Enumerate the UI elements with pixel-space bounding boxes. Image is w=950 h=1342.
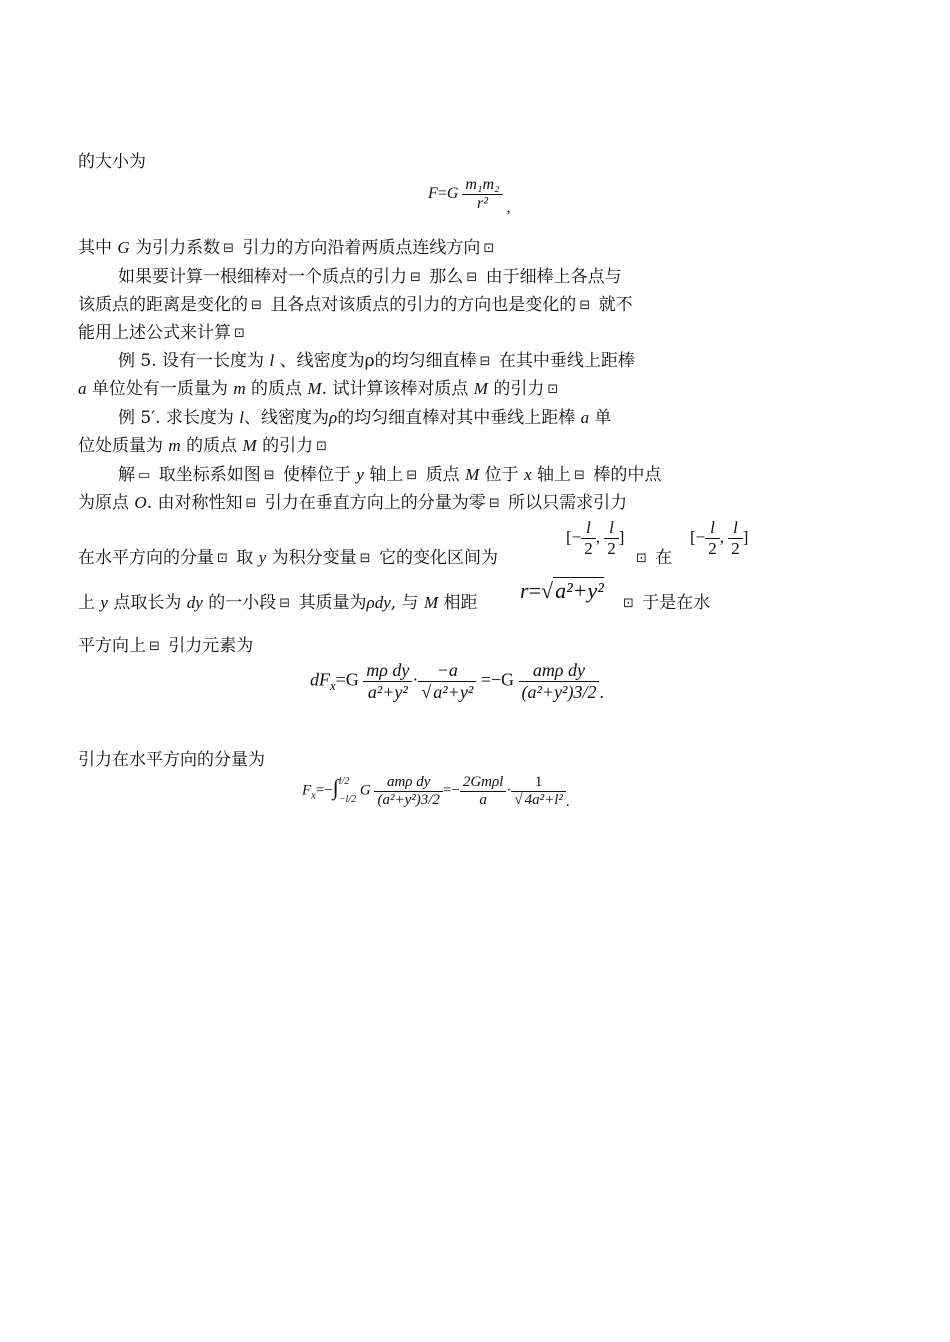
formula-fraction	[519, 660, 600, 703]
text-line-13	[78, 547, 498, 570]
interval-bracket: ]	[742, 527, 749, 547]
formula-equals: =	[437, 185, 447, 203]
text: 在其中垂线上距棒	[493, 351, 635, 371]
formula-equals: =G	[335, 669, 359, 690]
fraction-denominator: r²	[462, 194, 502, 213]
formula-gravitation	[428, 176, 511, 217]
period-glyph-icon: ⊡	[547, 382, 559, 397]
period-glyph-icon: ⊡	[217, 551, 228, 566]
text: 所以只需求引力	[502, 493, 628, 513]
text-line-12	[78, 492, 627, 515]
formula-equals: =−G	[480, 669, 515, 690]
text: . 由对称性知	[146, 493, 243, 513]
formula-interval-2	[690, 518, 748, 559]
text: 如果要计算一根细棒对一个质点的引力	[118, 267, 407, 287]
text: 引力在水平方向的分量为	[78, 750, 265, 770]
formula-equals: =	[528, 578, 541, 603]
fraction-numerator: amρ dy	[532, 660, 586, 680]
text: 取坐标系如图	[153, 465, 261, 485]
interval-bracket: [−	[566, 527, 582, 547]
comma-glyph-icon: ⊟	[466, 270, 478, 285]
math-var: y	[356, 465, 364, 484]
text: 引力的方向沿着两质点连线方向	[237, 238, 481, 258]
radical-sign: √	[421, 682, 432, 702]
text: 为原点	[78, 493, 135, 513]
math-var: a	[580, 408, 590, 427]
text: 的引力	[256, 436, 314, 456]
text: 引力元素为	[162, 636, 254, 656]
fraction-numerator: amρ dy	[386, 773, 431, 790]
interval-bracket: ]	[618, 527, 625, 547]
fraction-numerator: l	[586, 518, 591, 537]
fraction-denominator: a	[460, 791, 507, 809]
text: 、线密度为ρ的均匀细直棒	[274, 351, 477, 371]
text: 为引力系数	[129, 238, 221, 258]
text-line-14b	[620, 592, 710, 615]
interval-fraction	[728, 518, 743, 559]
fraction-denominator: (a²+y²)3/2	[374, 791, 442, 809]
interval-bracket: [−	[690, 527, 706, 547]
math-var: O	[134, 493, 147, 512]
text: 的质点	[245, 379, 308, 399]
computer-glyph-icon: ▭	[138, 468, 151, 483]
radicand: a²+y²	[433, 682, 474, 702]
fraction-numerator: m₁m₂	[465, 176, 500, 193]
formula-symbol: dF	[310, 669, 330, 690]
text: 、线密度为	[244, 408, 330, 428]
period-glyph-icon: ⊡	[483, 241, 495, 256]
fraction-numerator: 2Gmρl	[462, 773, 504, 790]
comma-glyph-icon: ⊟	[574, 468, 585, 483]
math-var: M	[473, 379, 488, 398]
fraction-denominator: 2	[705, 538, 720, 559]
formula-symbol: F	[428, 185, 438, 203]
comma-glyph-icon: ⊟	[223, 241, 234, 256]
comma-glyph-icon: ⊟	[406, 468, 418, 483]
text: , 与	[390, 593, 424, 613]
text: 就不	[593, 295, 633, 315]
formula-fraction	[462, 176, 502, 213]
text: 上	[78, 593, 101, 613]
text: 它的变化区间为	[373, 548, 498, 568]
math-var: l	[239, 408, 245, 427]
radicand: 4a²+l²	[524, 791, 563, 808]
formula-symbol: r	[520, 578, 529, 603]
text: 单	[589, 408, 612, 428]
text: 其中	[78, 238, 118, 258]
comma-glyph-icon: ⊟	[410, 270, 421, 285]
radical-sign: √	[540, 578, 554, 603]
fraction-denominator	[511, 791, 566, 809]
text-line-13b	[633, 547, 672, 570]
fraction-denominator: 2	[581, 538, 596, 559]
period-glyph-icon: ⊡	[636, 551, 647, 566]
text: 相距	[438, 593, 478, 613]
formula-period: .	[599, 681, 604, 702]
integral-limits	[339, 773, 356, 809]
math-var: dy	[186, 593, 203, 612]
integral-sign: ∫	[332, 774, 339, 800]
formula-interval-1	[566, 518, 624, 559]
text: 取	[230, 548, 259, 568]
text-line-16	[78, 749, 265, 771]
formula-force-integral	[302, 773, 570, 809]
text: 位处质量为	[78, 436, 169, 456]
math-var: y	[258, 548, 267, 567]
comma-glyph-icon: ⊟	[479, 354, 491, 369]
text: 的引力	[487, 379, 545, 399]
math-var: G	[117, 238, 130, 257]
text-line-9	[118, 407, 612, 429]
text-line-7	[118, 350, 635, 373]
text: 平方向上	[78, 636, 146, 656]
interval-separator: ,	[719, 527, 724, 547]
text: 且各点对该质点的引力的方向也是变化的	[264, 295, 577, 315]
fraction-denominator	[418, 681, 476, 703]
formula-distance	[520, 578, 604, 604]
integral-lower-limit: −l/2	[338, 794, 357, 805]
text: . 试计算该棒对质点	[321, 379, 474, 399]
formula-comma: ,	[506, 199, 511, 217]
fraction-numerator: l	[733, 518, 738, 537]
math-var: ρ	[329, 408, 338, 427]
text: 轴上	[363, 465, 404, 485]
comma-glyph-icon: ⊟	[251, 298, 262, 313]
text-line-5	[78, 294, 633, 317]
math-var: l	[269, 351, 275, 370]
fraction-numerator: 1	[534, 773, 543, 790]
text: 为积分变量	[266, 548, 357, 568]
text-line-1	[78, 151, 146, 173]
comma-glyph-icon: ⊟	[263, 468, 275, 483]
fraction-denominator: (a²+y²)3/2	[519, 681, 600, 703]
text: 使棒位于	[277, 465, 357, 485]
text: 位于	[479, 465, 525, 485]
text: 的质点	[180, 436, 243, 456]
formula-subscript: x	[311, 790, 316, 802]
text: 例 5′. 求长度为	[118, 408, 240, 428]
formula-period: .	[565, 794, 570, 811]
fraction-numerator: l	[609, 518, 614, 537]
formula-symbol: G	[359, 782, 371, 799]
formula-fraction	[511, 774, 566, 809]
text: 例 5. 设有一长度为	[118, 351, 270, 371]
math-var: M	[307, 379, 322, 398]
text: 该质点的距离是变化的	[78, 295, 248, 315]
comma-glyph-icon: ⊟	[579, 298, 591, 313]
comma-glyph-icon: ⊟	[149, 639, 160, 654]
comma-glyph-icon: ⊟	[279, 596, 291, 611]
formula-dot: ·	[506, 782, 512, 799]
interval-fraction	[705, 518, 720, 559]
text: 在	[649, 548, 673, 568]
math-var: M	[242, 436, 257, 455]
text: 解	[118, 465, 135, 485]
comma-glyph-icon: ⊟	[359, 551, 371, 566]
math-var: a	[78, 379, 87, 398]
math-var: y	[100, 593, 108, 612]
text: 单位处有一质量为	[86, 379, 234, 399]
formula-symbol: G	[446, 185, 459, 203]
fraction-denominator: 2	[604, 538, 619, 559]
formula-force-element	[310, 660, 604, 703]
text: 在水平方向的分量	[78, 548, 214, 568]
text: 能用上述公式来计算	[78, 323, 231, 343]
text-line-15	[78, 635, 253, 658]
radical-sign: √	[514, 791, 523, 808]
fraction-numerator: l	[710, 518, 715, 537]
interval-fraction	[604, 518, 619, 559]
text-line-6	[78, 322, 248, 345]
comma-glyph-icon: ⊟	[245, 496, 257, 511]
fraction-denominator: a²+y²	[363, 681, 412, 703]
fraction-denominator: 2	[728, 538, 743, 559]
text-line-8	[78, 378, 561, 401]
formula-fraction	[460, 774, 507, 809]
interval-separator: ,	[595, 527, 600, 547]
text-line-4	[118, 266, 622, 289]
text: 其质量为	[293, 593, 367, 613]
text: 点取长为	[107, 593, 187, 613]
formula-fraction	[418, 660, 476, 703]
text: 的一小段	[202, 593, 277, 613]
fraction-numerator: mρ dy	[366, 660, 410, 680]
math-var: m	[168, 436, 181, 455]
text: 棒的中点	[587, 465, 662, 485]
math-var: ρdy	[366, 593, 391, 612]
text: 轴上	[531, 465, 572, 485]
text: 的大小为	[78, 152, 146, 172]
formula-subscript: x	[330, 679, 336, 694]
interval-fraction	[581, 518, 596, 559]
text-line-3	[78, 237, 497, 260]
text: 的均匀细直棒对其中垂线上距棒	[337, 408, 581, 428]
text: 那么	[423, 267, 464, 287]
text-line-11	[118, 464, 661, 487]
comma-glyph-icon: ⊟	[488, 496, 500, 511]
text: 由于细棒上各点与	[480, 267, 622, 287]
text: 引力在垂直方向上的分量为零	[259, 493, 486, 513]
text-line-14	[78, 592, 478, 615]
formula-dot: ·	[412, 669, 419, 690]
math-var: M	[423, 593, 439, 612]
math-var: m	[233, 379, 246, 398]
fraction-numerator: −a	[436, 660, 458, 680]
math-var: x	[524, 465, 532, 484]
period-glyph-icon: ⊡	[234, 326, 245, 341]
integral-upper-limit: l/2	[338, 776, 350, 787]
formula-equals: =−	[442, 782, 460, 799]
math-var: M	[465, 465, 480, 484]
text: 质点	[420, 465, 466, 485]
period-glyph-icon: ⊡	[623, 596, 634, 611]
radicand: a²+y²	[555, 578, 604, 603]
formula-fraction	[374, 774, 442, 809]
formula-symbol: F	[302, 782, 312, 799]
period-glyph-icon: ⊡	[316, 439, 327, 454]
text: 于是在水	[636, 593, 711, 613]
formula-fraction	[363, 660, 412, 703]
formula-equals: =−	[315, 782, 333, 799]
text-line-10	[78, 435, 330, 458]
